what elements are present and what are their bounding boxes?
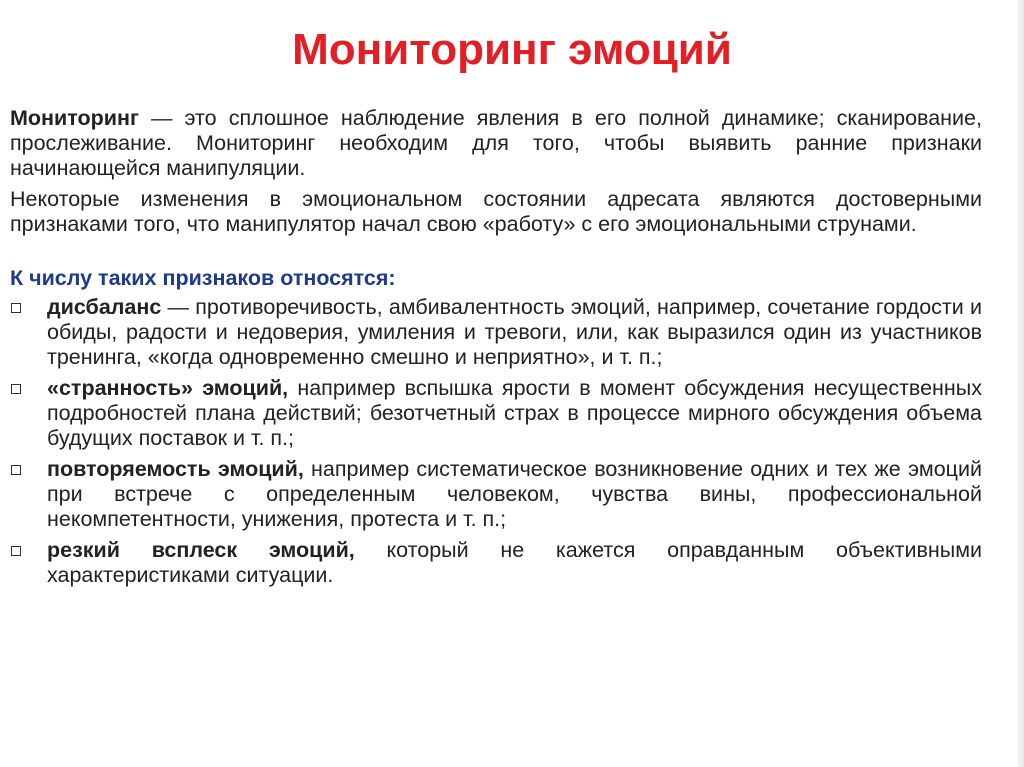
checkbox-bullet-icon [11,303,21,313]
list-item [10,376,982,451]
checkbox-bullet-icon [11,384,21,394]
list-item [10,538,982,588]
paragraph-text: — это сплошное наблюдение явления в его полной динамике; сканирование, прослеживание. Мониторинг необходим для того, чтобы выявить ранние признаки начинающейся манипуляции. [10,106,982,180]
list-item [10,295,982,370]
checkbox-bullet-icon [11,546,21,556]
list-item-text: например систематическое возникновение одних и тех же эмоций при встрече с определенным человеком, чувства вины, профессиональной некомпетентности, унижения, протеста и т. п.; [47,457,982,531]
list-heading: К числу таких признаков относятся: [10,266,396,290]
paragraph-definition [10,106,982,181]
checkbox-bullet-icon [11,465,21,475]
list-item-term: дисбаланс [47,295,162,319]
list-item-term: «странность» эмоций, [47,376,289,400]
list-item [10,457,982,532]
list-item-text: который не кажется оправданным объективными характеристиками ситуации. [47,538,983,587]
list-item-text: — противоречивость, амбивалентность эмоций, например, сочетание гордости и обиды, радости и недоверия, умиления и тревоги, или, как выразился один из участников тренинга, «когда одновременно смешно и неприятно», и т. п.; [47,295,982,369]
paragraph-signs [10,187,982,237]
list-item-term: повторяемость эмоций, [47,457,304,481]
list-item-term: резкий всплеск эмоций, [47,538,355,562]
slide-edge [1018,0,1024,767]
list-item-text: например вспышка ярости в момент обсуждения несущественных подробностей плана действий; безотчетный страх в процессе мирного обсуждения объема будущих поставок и т. п.; [47,376,982,450]
paragraph-lead-term: Мониторинг [10,106,139,130]
slide-content [10,106,982,588]
slide-title: Мониторинг эмоций [292,25,732,74]
paragraph-text: Некоторые изменения в эмоциональном состоянии адресата являются достоверными признаками того, что манипулятор начал свою «работу» с его эмоциональными струнами. [10,187,982,236]
